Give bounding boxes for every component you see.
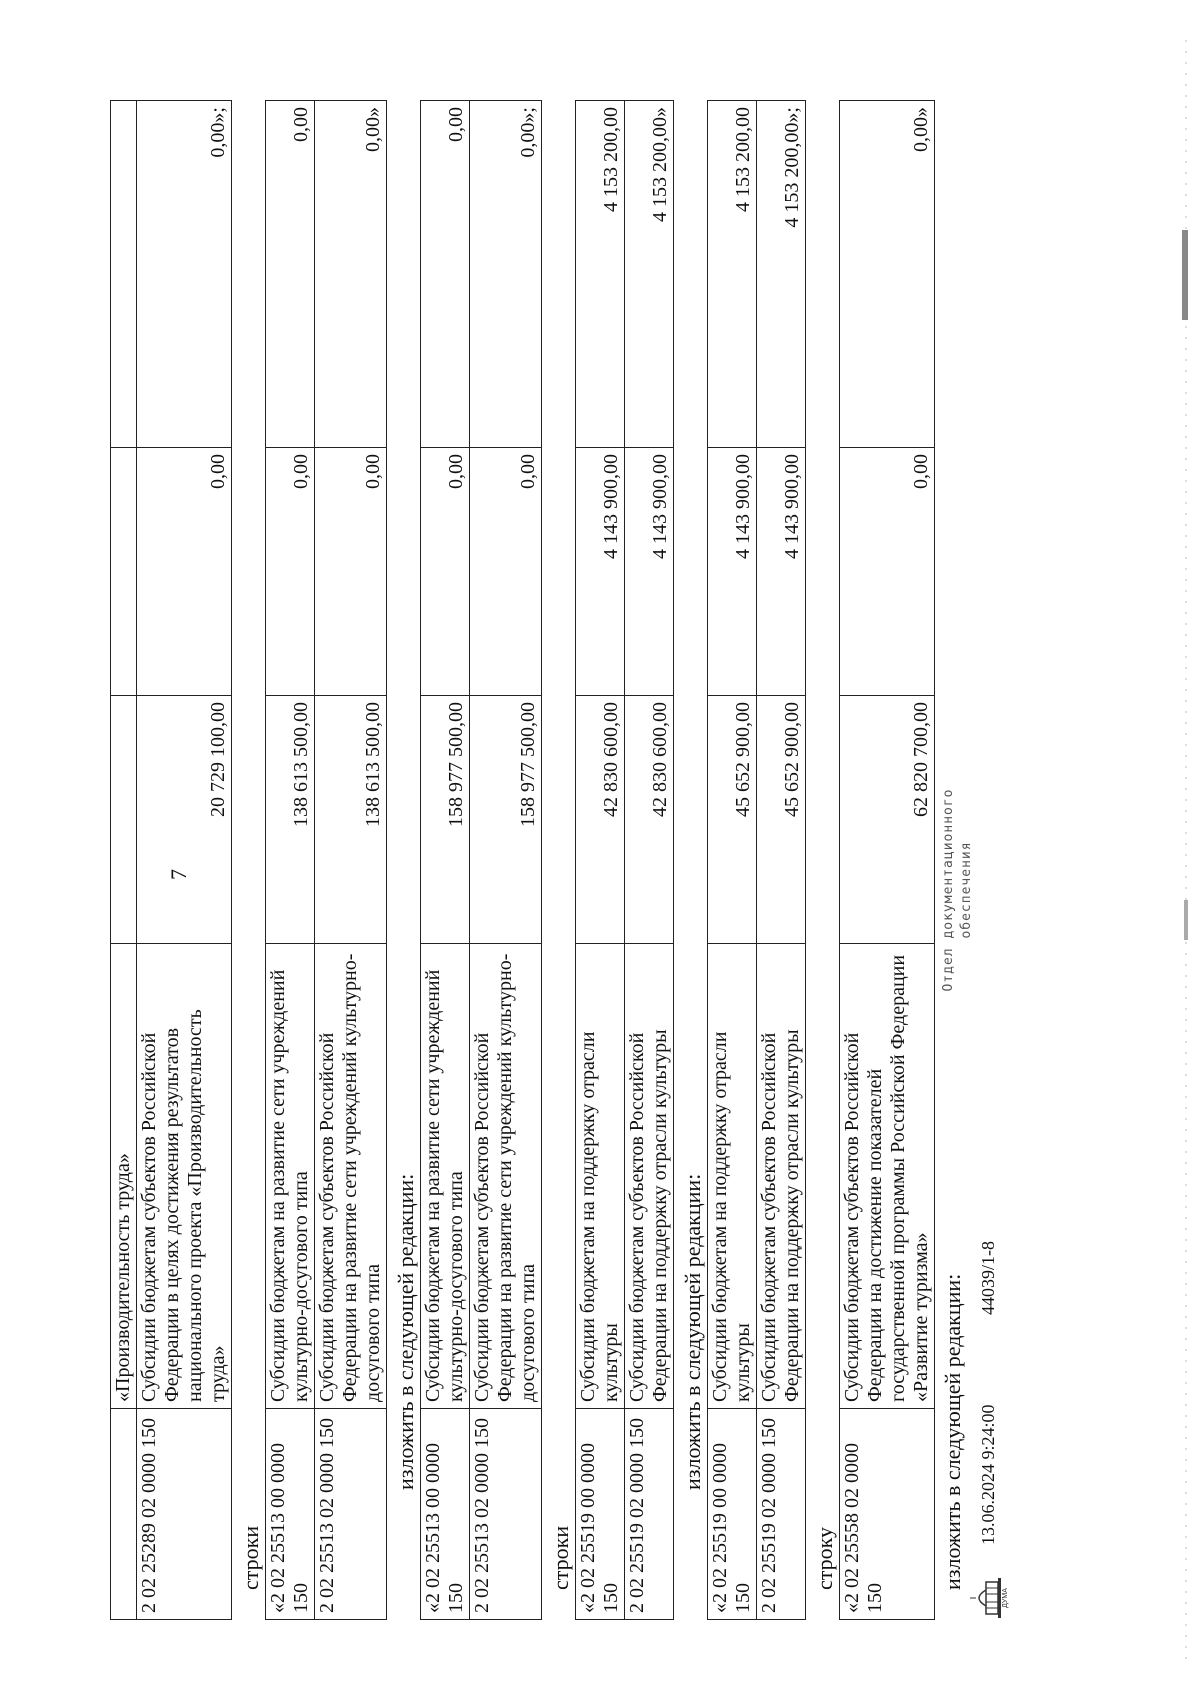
- amount-2025-cell: 0,00: [266, 448, 315, 696]
- description-cell: «Производительность труда»: [111, 944, 137, 1409]
- scan-edge-marks: [1172, 0, 1200, 1695]
- budget-table: [839, 100, 935, 1620]
- income-code-cell: «2 02 25513 00 0000 150: [266, 1409, 315, 1620]
- budget-table: [110, 100, 232, 1620]
- description-cell: Субсидии бюджетам на развитие сети учреждений культурно-досугового типа: [266, 944, 315, 1409]
- amount-2024-cell: 42 830 600,00: [576, 696, 625, 944]
- income-code-cell: 2 02 25289 02 0000 150: [137, 1409, 232, 1620]
- stamp-line-1: Отдел документационного: [941, 788, 956, 992]
- income-code-cell: [111, 1409, 137, 1620]
- amount-2024-cell: [111, 696, 137, 944]
- table-row: [470, 101, 542, 1620]
- table-row: [840, 101, 935, 1620]
- section-label: изложить в следующей редакции:: [680, 1173, 705, 1490]
- amount-2026-cell: 4 153 200,00: [576, 101, 625, 448]
- income-code-cell: 2 02 25519 02 0000 150: [625, 1409, 674, 1620]
- budget-table: [420, 100, 542, 1620]
- table-row: [315, 101, 387, 1620]
- page-number: 7: [166, 869, 191, 880]
- amount-2026-cell: 0,00»;: [137, 101, 232, 448]
- income-code-cell: «2 02 25519 00 0000 150: [708, 1409, 757, 1620]
- description-cell: Субсидии бюджетам субъектов Российской Федерации на развитие сети учреждений культурно-досугового типа: [470, 944, 542, 1409]
- description-cell: Субсидии бюджетам субъектов Российской Федерации на достижение показателей государственной программы Российской Федерации «Развитие туризма»: [840, 944, 935, 1409]
- amount-2025-cell: 0,00: [315, 448, 387, 696]
- amount-2026-cell: 0,00»: [840, 101, 935, 448]
- table-row: [137, 101, 232, 1620]
- description-cell: Субсидии бюджетам субъектов Российской Федерации на поддержку отрасли культуры: [625, 944, 674, 1409]
- description-cell: Субсидии бюджетам на поддержку отрасли культуры: [708, 944, 757, 1409]
- section-label: строки: [548, 1525, 573, 1590]
- stamp-line-2: обеспечения: [959, 841, 974, 939]
- table-row: [625, 101, 674, 1620]
- table-row: [576, 101, 625, 1620]
- amount-2026-cell: 4 153 200,00»: [625, 101, 674, 448]
- table-row: [708, 101, 757, 1620]
- income-code-cell: «2 02 25513 00 0000 150: [421, 1409, 470, 1620]
- description-cell: Субсидии бюджетам субъектов Российской Федерации на поддержку отрасли культуры: [757, 944, 806, 1409]
- amount-2026-cell: 0,00: [421, 101, 470, 448]
- amount-2026-cell: 4 153 200,00»;: [757, 101, 806, 448]
- rotated-content: [110, 100, 1010, 1620]
- amount-2024-cell: 158 977 500,00: [470, 696, 542, 944]
- budget-table: [707, 100, 806, 1620]
- amount-2024-cell: 20 729 100,00: [137, 696, 232, 944]
- income-code-cell: «2 02 25519 00 0000 150: [576, 1409, 625, 1620]
- amount-2024-cell: 138 613 500,00: [266, 696, 315, 944]
- amount-2025-cell: [111, 448, 137, 696]
- amount-2024-cell: 138 613 500,00: [315, 696, 387, 944]
- amount-2025-cell: 0,00: [840, 448, 935, 696]
- table-row: [757, 101, 806, 1620]
- footer-timestamp: 13.06.2024 9:24:00: [978, 1404, 998, 1545]
- description-cell: Субсидии бюджетам субъектов Российской Федерации в целях достижения результатов национального проекта «Производительность труда»: [137, 944, 232, 1409]
- section-label: строки: [238, 1525, 263, 1590]
- budget-table: [265, 100, 387, 1620]
- table-row: [111, 101, 137, 1620]
- amount-2025-cell: 0,00: [421, 448, 470, 696]
- income-code-cell: «2 02 25558 02 0000 150: [840, 1409, 935, 1620]
- description-cell: Субсидии бюджетам на поддержку отрасли культуры: [576, 944, 625, 1409]
- amount-2024-cell: 45 652 900,00: [757, 696, 806, 944]
- amount-2024-cell: 45 652 900,00: [708, 696, 757, 944]
- section-label: изложить в следующей редакции:: [393, 1173, 418, 1490]
- department-stamp: [940, 730, 976, 1050]
- description-cell: Субсидии бюджетам субъектов Российской Федерации на развитие сети учреждений культурно-досугового типа: [315, 944, 387, 1409]
- income-code-cell: 2 02 25513 02 0000 150: [470, 1409, 542, 1620]
- section-label: изложить в следующей редакции:: [940, 1273, 965, 1590]
- amount-2026-cell: 4 153 200,00: [708, 101, 757, 448]
- amount-2025-cell: 4 143 900,00: [757, 448, 806, 696]
- budget-table: [575, 100, 674, 1620]
- description-cell: Субсидии бюджетам на развитие сети учреждений культурно-досугового типа: [421, 944, 470, 1409]
- amount-2026-cell: 0,00: [266, 101, 315, 448]
- amount-2024-cell: 158 977 500,00: [421, 696, 470, 944]
- amount-2025-cell: 0,00: [470, 448, 542, 696]
- table-row: [266, 101, 315, 1620]
- income-code-cell: 2 02 25519 02 0000 150: [757, 1409, 806, 1620]
- income-code-cell: 2 02 25513 02 0000 150: [315, 1409, 387, 1620]
- amount-2026-cell: [111, 101, 137, 448]
- amount-2025-cell: 4 143 900,00: [625, 448, 674, 696]
- logo-text: ДУМА: [1002, 1588, 1009, 1608]
- section-label: строку: [812, 1526, 837, 1590]
- amount-2024-cell: 42 830 600,00: [625, 696, 674, 944]
- amount-2025-cell: 0,00: [137, 448, 232, 696]
- table-row: [421, 101, 470, 1620]
- footer-doc-number: 44039/1-8: [978, 1241, 998, 1315]
- amount-2024-cell: 62 820 700,00: [840, 696, 935, 944]
- amount-2026-cell: 0,00»: [315, 101, 387, 448]
- amount-2025-cell: 4 143 900,00: [708, 448, 757, 696]
- duma-logo: [968, 1576, 1014, 1620]
- amount-2025-cell: 4 143 900,00: [576, 448, 625, 696]
- amount-2026-cell: 0,00»;: [470, 101, 542, 448]
